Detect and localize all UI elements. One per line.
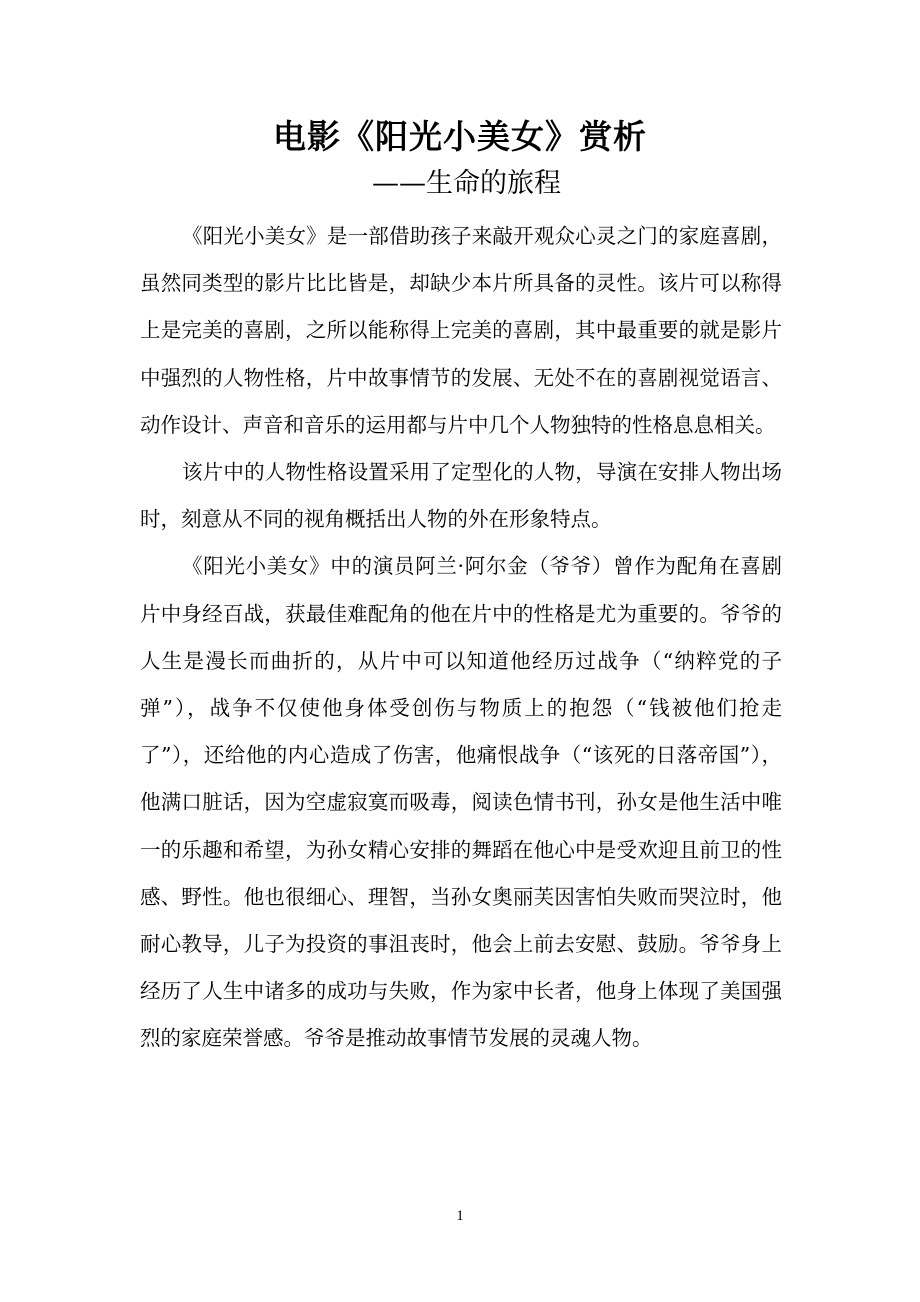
document-subtitle: ——生命的旅程 [372,168,561,199]
page-number: 1 [456,1208,464,1224]
paragraph-grandpa: 《阳光小美女》中的演员阿兰·阿尔金（爷爷）曾作为配角在喜剧片中身经百战，获最佳难配角的他在片中的性格是尤为重要的。爷爷的人生是漫长而曲折的，从片中可以知道他经历过战争（“纳粹党的子弹”），战争不仅使他身体受创伤与物质上的抱怨（“钱被他们抢走了”），还给他的内心造成了伤害，他痛恨战争（“该死的日落帝国”），他满口脏话，因为空虚寂寞而吸毒，阅读色情书刊，孙女是他生活中唯一的乐趣和希望，为孙女精心安排的舞蹈在他心中是受欢迎且前卫的性感、野性。他也很细心、理智，当孙女奥丽芙因害怕失败而哭泣时，他耐心教导，儿子为投资的事沮丧时，他会上前去安慰、鼓励。爷爷身上经历了人生中诸多的成功与失败，作为家中长者，他身上体现了美国强烈的家庭荣誉感。爷爷是推动故事情节发展的灵魂人物。 [140,554,782,1051]
document-body [140,213,782,1063]
paragraph-character-setup: 该片中的人物性格设置采用了定型化的人物，导演在安排人物出场时，刻意从不同的视角概括出人物的外在形象特点。 [140,460,782,532]
paragraph-intro: 《阳光小美女》是一部借助孩子来敲开观众心灵之门的家庭喜剧，虽然同类型的影片比比皆是，却缺少本片所具备的灵性。该片可以称得上是完美的喜剧，之所以能称得上完美的喜剧，其中最重要的就是影片中强烈的人物性格，片中故事情节的发展、无处不在的喜剧视觉语言、动作设计、声音和音乐的运用都与片中几个人物独特的性格息息相关。 [140,224,782,437]
document-title: 电影《阳光小美女》赏析 [273,117,647,156]
